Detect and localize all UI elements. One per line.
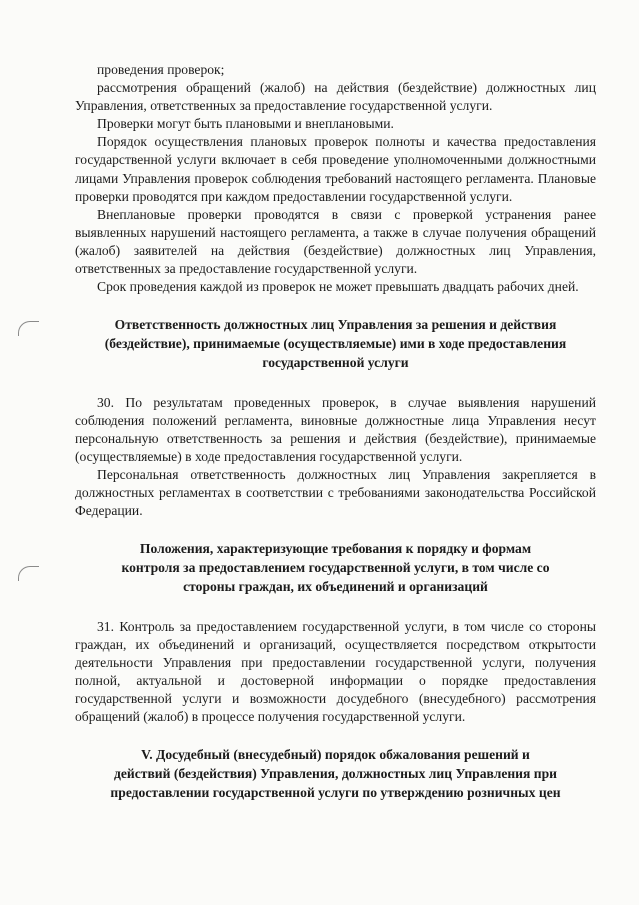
- section-heading-appeal: [75, 746, 596, 802]
- section-heading-responsibility: [75, 316, 596, 372]
- heading-line: Положения, характеризующие требования к порядку и формам: [139, 541, 532, 557]
- heading-line: предоставлении государственной услуги по утверждению розничных цен: [110, 784, 561, 800]
- heading-line: стороны граждан, их объединений и организаций: [183, 578, 488, 594]
- heading-line: Ответственность должностных лиц Управления за решения и действия: [114, 317, 557, 333]
- punch-hole-mark: [18, 566, 39, 581]
- heading-line: (бездействие), принимаемые (осуществляемые) ими в ходе предоставления: [104, 336, 567, 352]
- section-heading-control: [75, 540, 596, 596]
- paragraph: Внеплановые проверки проводятся в связи с проверкой устранения ранее выявленных нарушений настоящего регламента, а также в случае получения обращений (жалоб) заявителей на действия (бездействие) должностных лиц Управления, ответственных за предоставление государственной услуги.: [75, 206, 596, 277]
- document-body: [75, 61, 596, 803]
- heading-line: V. Досудебный (внесудебный) порядок обжалования решений и: [141, 747, 530, 763]
- paragraph: Порядок осуществления плановых проверок полноты и качества предоставления государственной услуги включает в себя проведение уполномоченными должностными лицами Управления проверок соблюдения требований настоящего регламента. Плановые проверки проводятся при каждом предоставлении государственной услуги.: [75, 134, 596, 204]
- paragraph: рассмотрения обращений (жалоб) на действия (бездействие) должностных лиц Управления, ответственных за предоставление государственной услуги.: [75, 80, 596, 114]
- heading-line: контроля за предоставлением государственной услуги, в том числе со: [121, 560, 550, 576]
- punch-hole-mark: [18, 321, 39, 336]
- paragraph: 31. Контроль за предоставлением государственной услуги, в том числе со стороны граждан, их объединений и организаций, осуществляется посредством открытости деятельности Управления при предоставлении государственной услуги, получения полной, актуальной и достоверной информации о порядке предоставления государственной услуги и возможности досудебного (внесудебного) рассмотрения обращений (жалоб) в процессе получения государственной услуги.: [75, 618, 596, 725]
- paragraph: 30. По результатам проведенных проверок, в случае выявления нарушений соблюдения положений регламента, виновные должностные лица Управления несут персональную ответственность за решения и действия (бездействие), принимаемые (осуществляемые) в ходе предоставления государственной услуги.: [75, 394, 596, 464]
- heading-line: государственной услуги: [262, 354, 409, 370]
- paragraph: Срок проведения каждой из проверок не может превышать двадцать рабочих дней.: [97, 279, 579, 295]
- paragraph: Персональная ответственность должностных лиц Управления закрепляется в должностных регламентах в соответствии с требованиями законодательства Российской Федерации.: [75, 466, 596, 519]
- heading-line: действий (бездействия) Управления, должностных лиц Управления при: [113, 766, 557, 782]
- paragraph: Проверки могут быть плановыми и внеплановыми.: [97, 116, 394, 132]
- paragraph: проведения проверок;: [97, 62, 225, 77]
